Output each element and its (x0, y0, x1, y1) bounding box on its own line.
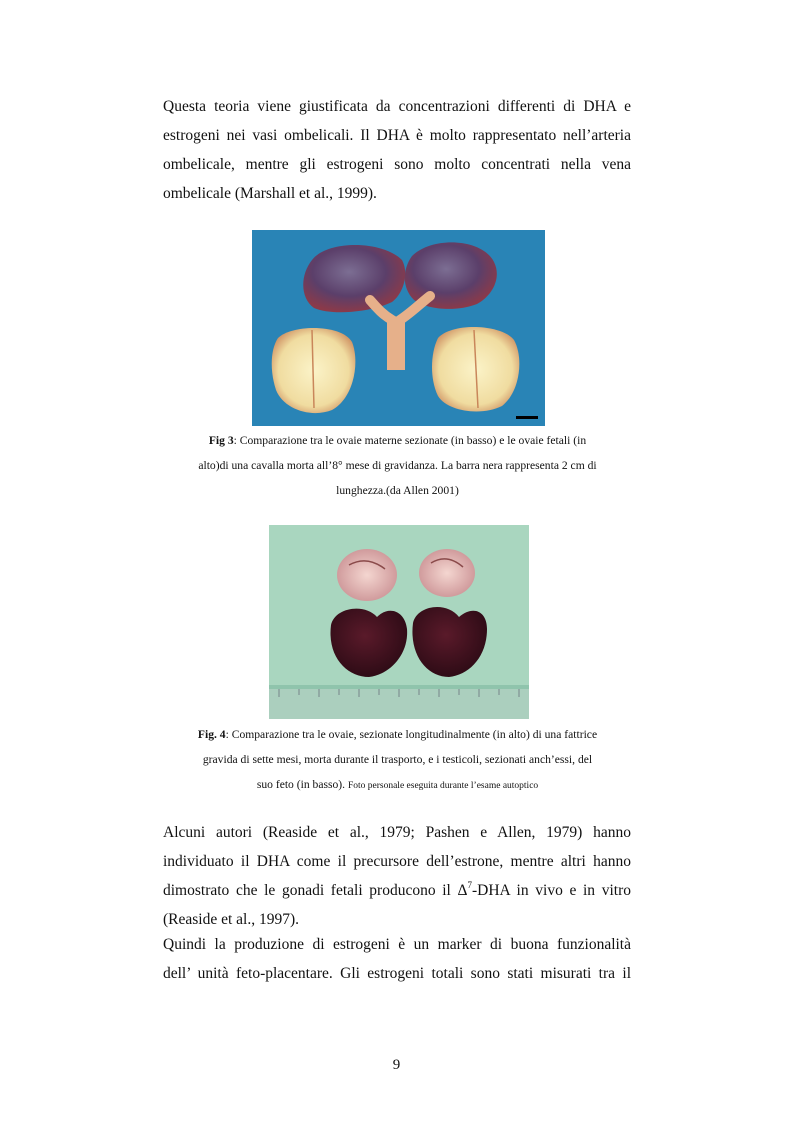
figure-3-photo (252, 230, 545, 426)
text-line: Questa teoria viene giustificata da concentrazioni differenti di DHA e (163, 98, 631, 115)
text-line: Alcuni autori (Reaside et al., 1979; Pashen e Allen, 1979) hanno (163, 824, 631, 841)
paragraph-intro (163, 92, 631, 208)
text-line: dimostrato che le gonadi fetali producono il $\Delta^7$-DHA in vivo e in vitro (163, 880, 631, 899)
text-line: ombelicale (Marshall et al., 1999). (163, 185, 377, 202)
page-number: 9 (392, 1057, 401, 1073)
figure-4-caption: Fig. 4: Comparazione tra le ovaie, sezionate longitudinalmente (in alto) di una fattrice gravida di sette mesi, morta durante il trasporto, e i testicoli, sezionati anch’essi, del suo feto (in basso). Foto personale eseguita durante l’esame autoptico (197, 728, 598, 791)
paragraph-estrogens (163, 930, 631, 988)
paragraph-precursor (163, 818, 631, 934)
text-line: dell’ unità feto-placentare. Gli estrogeni totali sono stati misurati tra il (163, 965, 631, 982)
text-line: (Reaside et al., 1997). (163, 911, 300, 928)
figure-3-caption: Fig 3: Comparazione tra le ovaie materne sezionate (in basso) e le ovaie fetali (in alto)di una cavalla morta all’8° mese di gravidanza. La barra nera rappresenta 2 cm di lunghezza.(da Allen 2001) (198, 434, 597, 497)
figure-3-label: Fig 3 (208, 434, 234, 447)
text-line: Quindi la produzione di estrogeni è un marker di buona funzionalità (163, 936, 631, 953)
text-line: individuato il DHA come il precursore dell’estrone, mentre altri hanno (163, 853, 631, 870)
figure-4-label: Fig. 4 (197, 728, 226, 741)
text-line: ombelicale, mentre gli estrogeni sono molto concentrati nella vena (163, 156, 631, 173)
text-line: estrogeni nei vasi ombelicali. Il DHA è molto rappresentato nell’arteria (163, 127, 631, 144)
figure-4-photo (269, 525, 529, 719)
